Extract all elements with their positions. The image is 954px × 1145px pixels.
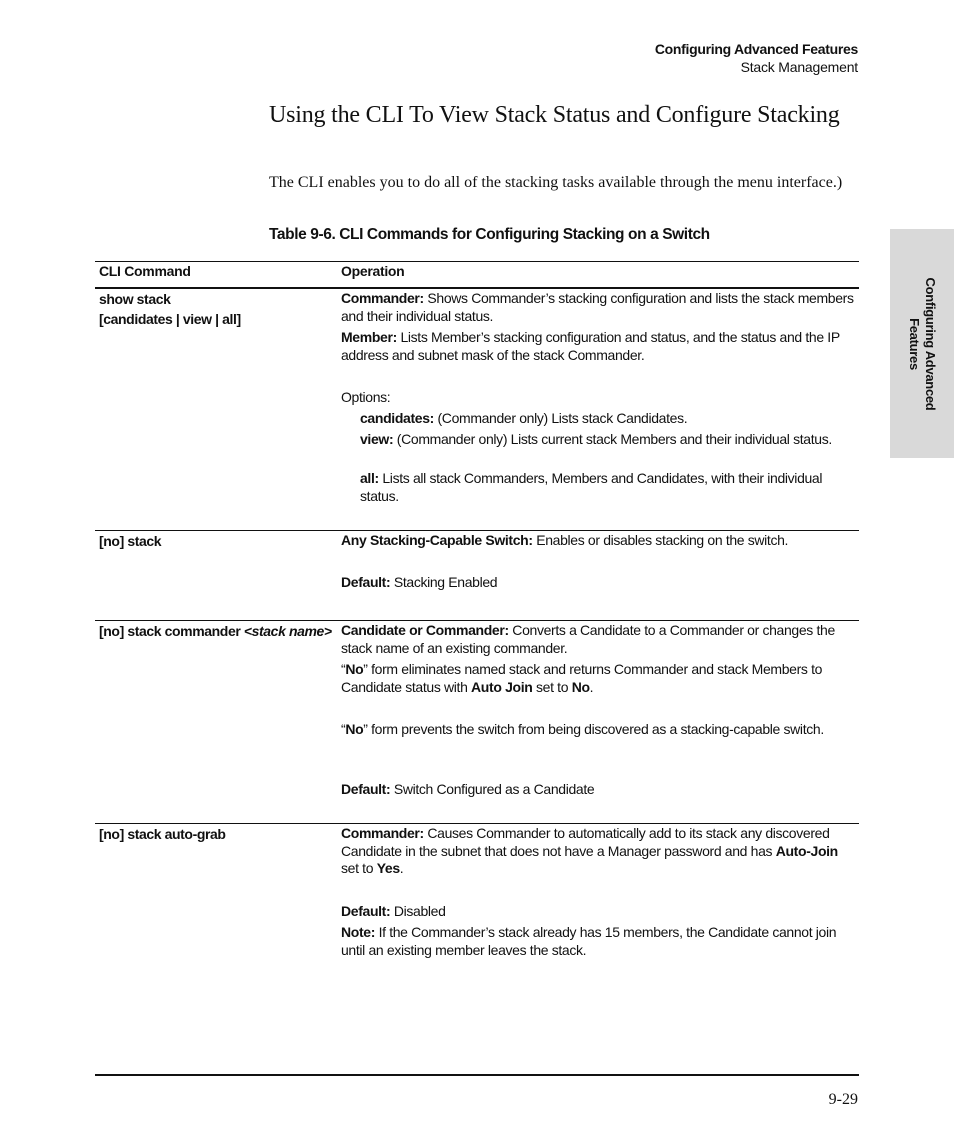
intro-paragraph: The CLI enables you to do all of the stacking tasks available through the menu interface.)	[269, 174, 843, 191]
default-value: Default: Disabled	[341, 903, 446, 919]
table-row-command	[99, 289, 241, 329]
chapter-thumb-tab	[890, 229, 954, 458]
row-divider	[95, 530, 859, 531]
option-item: all: Lists all stack Commanders, Members and Candidates, with their individual status.	[360, 470, 823, 504]
operation-paragraph: Candidate or Commander: Converts a Candidate to a Commander or changes the stack name of an existing commander.	[341, 622, 835, 656]
thumb-tab-line1: Configuring Advanced	[923, 277, 938, 410]
thumb-tab-line2: Features	[907, 317, 922, 370]
option-item: candidates: (Commander only) Lists stack Candidates.	[360, 410, 688, 426]
operation-paragraph: Commander: Shows Commander’s stacking configuration and lists the stack members and their individual status.	[341, 290, 854, 324]
column-header-operation: Operation	[341, 263, 405, 279]
running-header-section: Stack Management	[740, 59, 858, 75]
command-name: [no] stack auto-grab	[99, 826, 226, 842]
operation-paragraph: Member: Lists Member’s stacking configuration and status, and the status and the IP address and subnet mask of the stack Commander.	[341, 329, 840, 363]
default-value: Default: Switch Configured as a Candidate	[341, 781, 595, 797]
thumb-tab-label	[906, 229, 938, 458]
command-name: [no] stack	[99, 533, 162, 549]
command-name: [no] stack commander <stack name>	[99, 623, 332, 639]
footer-rule	[95, 1074, 859, 1076]
option-item: view: (Commander only) Lists current stack Members and their individual status.	[360, 431, 832, 447]
note-paragraph: Note: If the Commander’s stack already has 15 members, the Candidate cannot join until an existing member leaves the stack.	[341, 924, 837, 958]
table-top-rule	[95, 261, 859, 262]
page-number: 9-29	[828, 1091, 858, 1108]
options-label: Options:	[341, 389, 391, 405]
table-caption: Table 9-6. CLI Commands for Configuring Stacking on a Switch	[269, 226, 710, 243]
command-args: [candidates | view | all]	[99, 311, 241, 327]
operation-paragraph: “No” form prevents the switch from being discovered as a stacking-capable switch.	[341, 721, 824, 737]
column-header-command: CLI Command	[99, 263, 191, 279]
operation-paragraph: Commander: Causes Commander to automatically add to its stack any discovered Candidate in the subnet that does not have a Manager password and has Auto-Join set to Yes.	[341, 825, 838, 876]
section-title: Using the CLI To View Stack Status and Configure Stacking	[269, 102, 840, 128]
operation-paragraph: “No” form eliminates named stack and returns Commander and stack Members to Candidate status with Auto Join set to No.	[341, 661, 823, 695]
default-value: Default: Stacking Enabled	[341, 574, 498, 590]
command-name: show stack	[99, 291, 171, 307]
running-header-chapter: Configuring Advanced Features	[654, 41, 858, 57]
operation-paragraph: Any Stacking-Capable Switch: Enables or disables stacking on the switch.	[341, 532, 789, 548]
